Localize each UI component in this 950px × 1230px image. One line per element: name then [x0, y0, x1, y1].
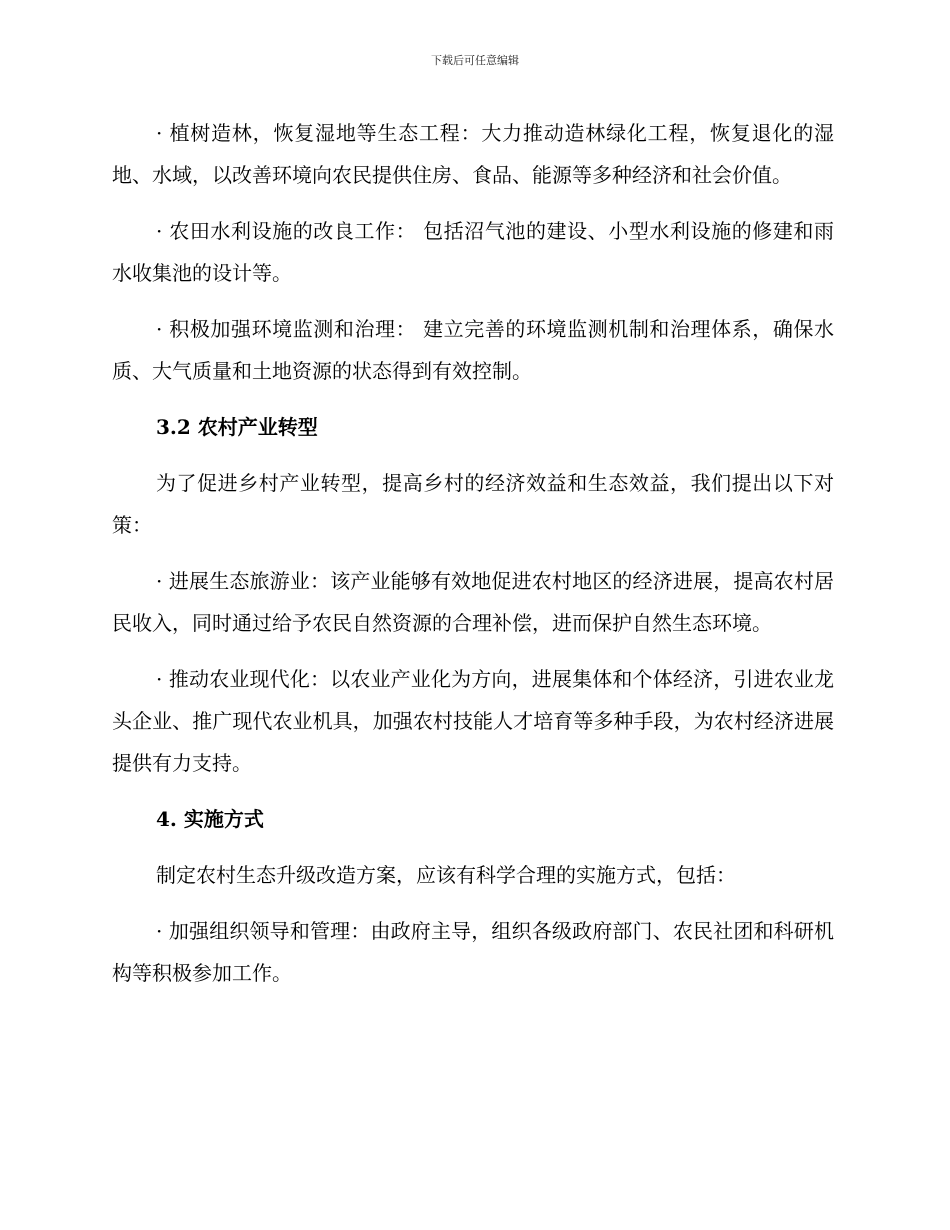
bullet-paragraph-afforestation: · 植树造林，恢复湿地等生态工程：大力推动造林绿化工程，恢复退化的湿地、水域，以改善环境向农民提供住房、食品、能源等多种经济和社会价值。	[112, 121, 834, 187]
section-heading-3-2: 3.2 农村产业转型	[156, 415, 318, 439]
bullet-paragraph-monitoring: · 积极加强环境监测和治理： 建立完善的环境监测机制和治理体系，确保水质、大气质量和土地资源的状态得到有效控制。	[112, 317, 834, 383]
body-paragraph-intro: 为了促进乡村产业转型，提高乡村的经济效益和生态效益，我们提出以下对策：	[112, 471, 834, 537]
bullet-paragraph-leadership: · 加强组织领导和管理：由政府主导，组织各级政府部门、农民社团和科研机构等积极参加工作。	[112, 919, 834, 985]
bullet-paragraph-modernization: · 推动农业现代化：以农业产业化为方向，进展集体和个体经济，引进农业龙头企业、推广现代农业机具，加强农村技能人才培育等多种手段，为农村经济进展提供有力支持。	[112, 667, 834, 775]
section-heading-4: 4. 实施方式	[156, 807, 264, 831]
document-body	[112, 112, 834, 1008]
body-paragraph-implementation: 制定农村生态升级改造方案，应该有科学合理的实施方式，包括：	[156, 863, 736, 887]
bullet-paragraph-eco-tourism: · 进展生态旅游业：该产业能够有效地促进农村地区的经济进展，提高农村居民收入，同时通过给予农民自然资源的合理补偿，进而保护自然生态环境。	[112, 569, 834, 635]
bullet-paragraph-irrigation: · 农田水利设施的改良工作： 包括沼气池的建设、小型水利设施的修建和雨水收集池的设计等。	[112, 219, 834, 285]
page-header: 下载后可任意编辑	[431, 54, 519, 67]
